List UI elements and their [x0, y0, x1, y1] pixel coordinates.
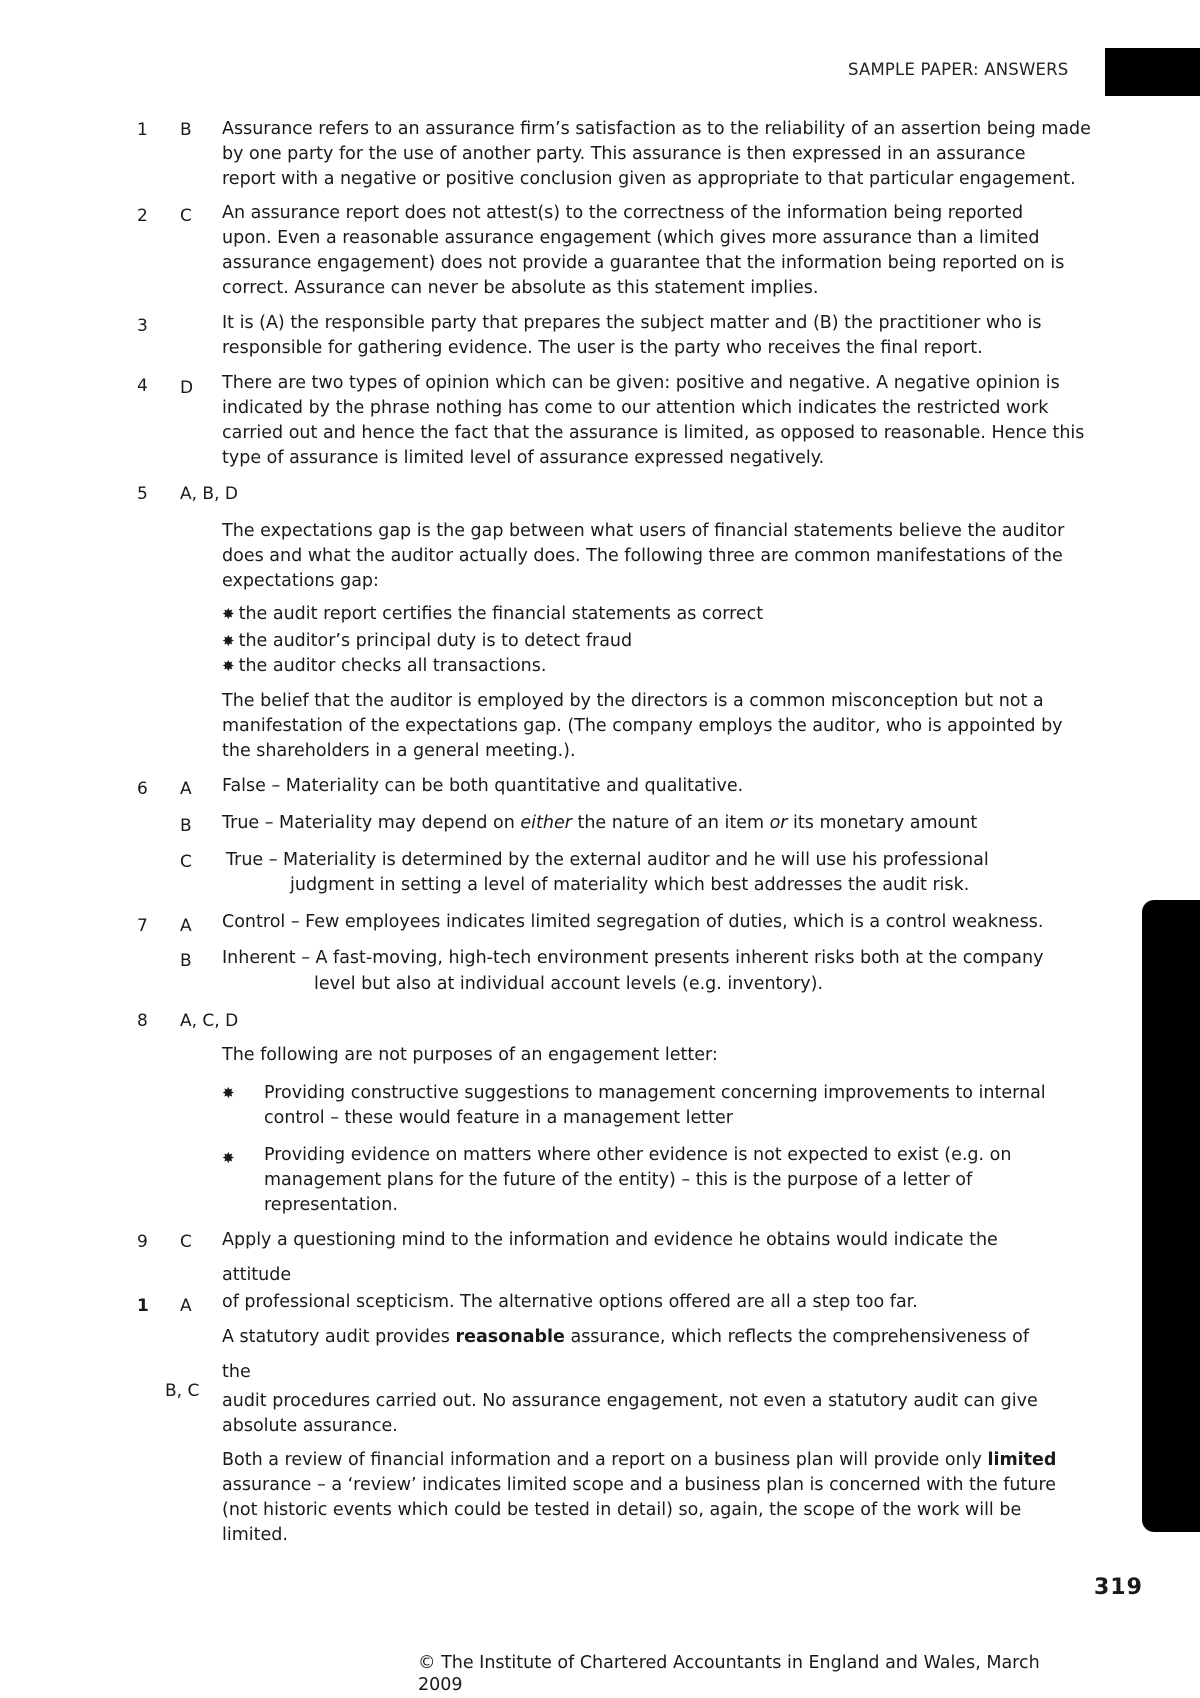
question-number: 3	[137, 316, 148, 336]
answer-text: Control – Few employees indicates limited segregation of duties, which is a control weakness.	[222, 912, 1044, 932]
answer-letter: B	[180, 120, 192, 140]
bullet-item: ✸ the audit report certifies the financial statements as correct	[222, 604, 764, 624]
answer-text: The expectations gap is the gap between what users of financial statements believe the auditor does and what the auditor actually does. The following three are common manifestations of the expectations gap:	[222, 521, 1065, 591]
question-number: 1	[137, 120, 148, 140]
answer-letter: A	[180, 1296, 192, 1316]
answer-text: Both a review of financial information and a report on a business plan will provide only limited assurance – a ‘review’ indicates limited scope and a business plan is concerned with the future (not historic events which could be tested in detail) so, again, the scope of the work will be limited.	[222, 1450, 1057, 1545]
answer-letter: C	[180, 206, 192, 226]
answer-text: True – Materiality may depend on either the nature of an item or its monetary amount	[222, 813, 978, 833]
question-number: 7	[137, 916, 148, 936]
part-label: C	[180, 852, 192, 872]
answer-text: It is (A) the responsible party that prepares the subject matter and (B) the practitioner who is responsible for gathering evidence. The user is the party who receives the final report.	[222, 313, 1042, 358]
answer-letter: C	[180, 1232, 192, 1252]
bullet-icon: ✸	[222, 632, 235, 650]
answer-text: The following are not purposes of an engagement letter:	[222, 1045, 718, 1065]
question-number: 5	[137, 484, 148, 504]
answer-text: level but also at individual account levels (e.g. inventory).	[314, 974, 824, 994]
bullet-icon: ✸	[222, 1084, 235, 1102]
answer-text: An assurance report does not attest(s) to the correctness of the information being reported upon. Even a reasonable assurance engagement (which gives more assurance than a limited assurance engagement) does not provide a guarantee that the information being reported on is correct. Assurance can never be absolute as this statement implies.	[222, 203, 1065, 298]
question-number: 9	[137, 1232, 148, 1252]
answer-text: judgment in setting a level of materiality which best addresses the audit risk.	[290, 875, 970, 895]
copyright-footer: © The Institute of Chartered Accountants in England and Wales, March 2009	[418, 1653, 1040, 1695]
answer-letter: A, B, D	[180, 484, 238, 504]
answer-text: audit procedures carried out. No assurance engagement, not even a statutory audit can give absolute assurance.	[222, 1391, 1038, 1436]
answer-text: A statutory audit provides reasonable assurance, which reflects the comprehensiveness of	[222, 1327, 1030, 1347]
answer-text: There are two types of opinion which can be given: positive and negative. A negative opinion is indicated by the phrase nothing has come to our attention which indicates the restricted work carried out and hence the fact that the assurance is limited, as opposed to reasonable. Hence this type of assurance is limited level of assurance expressed negatively.	[222, 373, 1085, 468]
bullet-icon: ✸	[222, 605, 235, 623]
bullet-text: Providing evidence on matters where other evidence is not expected to exist (e.g. on management plans for the future of the entity) – this is the purpose of a letter of representation.	[264, 1145, 1012, 1215]
bullet-item: ✸ the auditor’s principal duty is to detect fraud	[222, 631, 633, 651]
question-number: 4	[137, 376, 148, 396]
answer-text: attitude	[222, 1265, 292, 1285]
answer-letter: D	[180, 378, 194, 398]
answer-letter: A, C, D	[180, 1011, 239, 1031]
page-number: 319	[1094, 1575, 1143, 1600]
question-number: 8	[137, 1011, 148, 1031]
answer-text: the	[222, 1362, 251, 1382]
answer-letter: B, C	[165, 1381, 200, 1401]
running-header: SAMPLE PAPER: ANSWERS	[848, 60, 1069, 79]
question-number: 6	[137, 779, 148, 799]
question-number: 2	[137, 206, 148, 226]
answer-text: Inherent – A fast-moving, high-tech environment presents inherent risks both at the company	[222, 948, 1044, 968]
answer-text: False – Materiality can be both quantitative and qualitative.	[222, 776, 744, 796]
part-label: A	[180, 779, 192, 799]
answer-text: Assurance refers to an assurance firm’s satisfaction as to the reliability of an assertion being made by one party for the use of another party. This assurance is then expressed in an assurance report with a negative or positive conclusion given as appropriate to that particular engagement.	[222, 119, 1091, 189]
answer-text: True – Materiality is determined by the external auditor and he will use his professional	[226, 850, 989, 870]
answer-text: The belief that the auditor is employed by the directors is a common misconception but not a manifestation of the expectations gap. (The company employs the auditor, who is appointed by the shareholders in a general meeting.).	[222, 691, 1063, 761]
bullet-icon: ✸	[222, 1149, 235, 1167]
header-black-tab	[1105, 48, 1200, 96]
bullet-icon: ✸	[222, 657, 235, 675]
part-label: B	[180, 951, 192, 971]
answer-text: Apply a questioning mind to the information and evidence he obtains would indicate the	[222, 1230, 998, 1250]
answer-text: of professional scepticism. The alternative options offered are all a step too far.	[222, 1292, 918, 1312]
side-thumb-tab	[1142, 900, 1200, 1532]
part-label: A	[180, 916, 192, 936]
question-number: 1	[137, 1296, 149, 1316]
bullet-item: ✸ the auditor checks all transactions.	[222, 656, 547, 676]
bullet-text: Providing constructive suggestions to management concerning improvements to internal control – these would feature in a management letter	[264, 1083, 1046, 1128]
part-label: B	[180, 816, 192, 836]
